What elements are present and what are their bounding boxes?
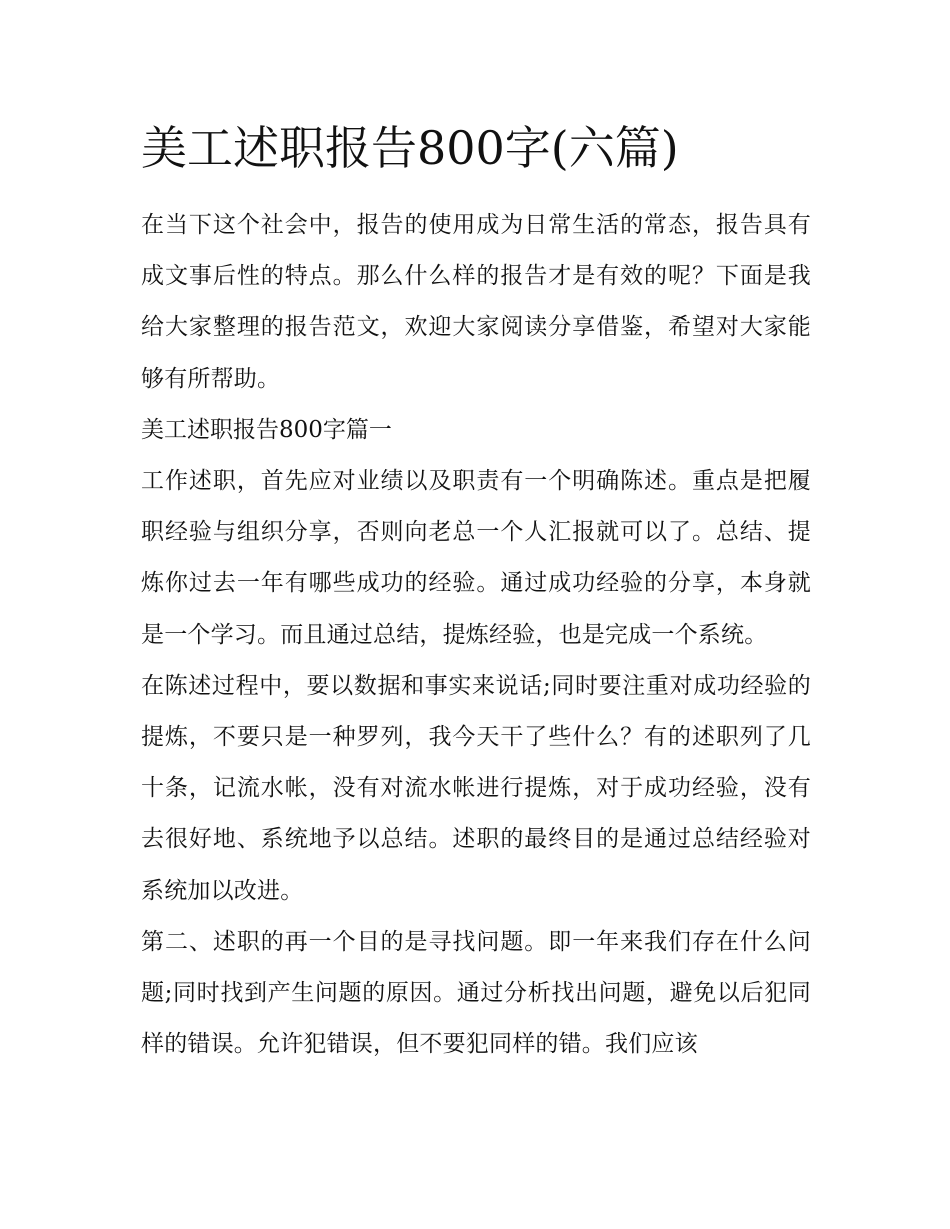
body-paragraph-2: 在陈述过程中，要以数据和事实来说话;同时要注重对成功经验的提炼，不要只是一种罗列，我今天干了些什么？有的述职列了几十条，记流水帐，没有对流水帐进行提炼，对于成功经验，没有去很好地、系统地予以总结。述职的最终目的是通过总结经验对系统加以改进。 [141, 672, 811, 904]
document-page [141, 118, 811, 1070]
body-paragraph-3: 第二、述职的再一个目的是寻找问题。即一年来我们存在什么问题;同时找到产生问题的原因。通过分析找出问题，避免以后犯同样的错误。允许犯错误，但不要犯同样的错。我们应该 [141, 928, 811, 1058]
intro-paragraph: 在当下这个社会中，报告的使用成为日常生活的常态，报告具有成文事后性的特点。那么什么样的报告才是有效的呢？下面是我给大家整理的报告范文，欢迎大家阅读分享借鉴，希望对大家能够有所帮助。 [141, 212, 811, 392]
section-heading: 美工述职报告800字篇一 [141, 416, 392, 443]
body-paragraph-1: 工作述职，首先应对业绩以及职责有一个明确陈述。重点是把履职经验与组织分享，否则向老总一个人汇报就可以了。总结、提炼你过去一年有哪些成功的经验。通过成功经验的分享，本身就是一个学习。而且通过总结，提炼经验，也是完成一个系统。 [141, 468, 811, 648]
document-title: 美工述职报告800字(六篇) [141, 121, 679, 175]
